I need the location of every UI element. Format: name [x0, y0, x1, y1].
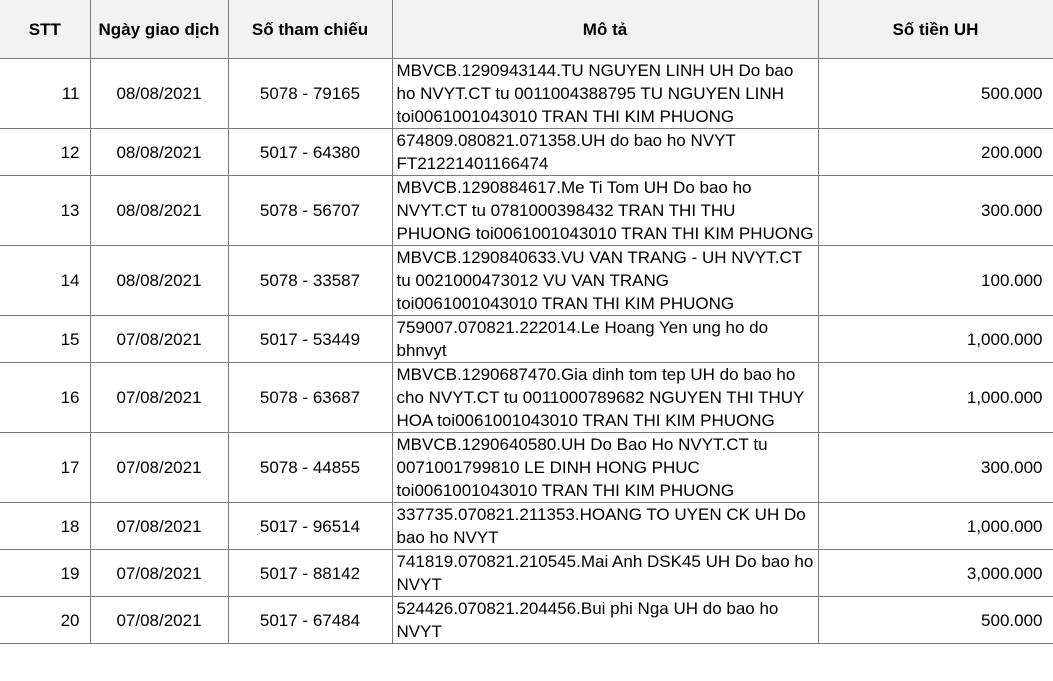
cell-desc: 524426.070821.204456.Bui phi Nga UH do bao ho NVYT [392, 597, 818, 644]
cell-stt: 20 [0, 597, 90, 644]
header-stt: STT [0, 0, 90, 59]
table-row [0, 176, 1053, 246]
table-row [0, 597, 1053, 644]
cell-desc: MBVCB.1290943144.TU NGUYEN LINH UH Do bao ho NVYT.CT tu 0011004388795 TU NGUYEN LINH toi0061001043010 TRAN THI KIM PHUONG [392, 59, 818, 129]
cell-amount: 200.000 [818, 129, 1053, 176]
table-row [0, 363, 1053, 433]
cell-ref: 5017 - 88142 [228, 550, 392, 597]
cell-desc: 741819.070821.210545.Mai Anh DSK45 UH Do bao ho NVYT [392, 550, 818, 597]
cell-ref: 5078 - 56707 [228, 176, 392, 246]
table-row [0, 433, 1053, 503]
cell-stt: 15 [0, 316, 90, 363]
cell-amount: 500.000 [818, 597, 1053, 644]
cell-stt: 14 [0, 246, 90, 316]
cell-desc: MBVCB.1290840633.VU VAN TRANG - UH NVYT.CT tu 0021000473012 VU VAN TRANG toi0061001043010 TRAN THI KIM PHUONG [392, 246, 818, 316]
cell-amount: 500.000 [818, 59, 1053, 129]
cell-date: 08/08/2021 [90, 129, 228, 176]
cell-stt: 11 [0, 59, 90, 129]
cell-amount: 100.000 [818, 246, 1053, 316]
cell-stt: 18 [0, 503, 90, 550]
cell-ref: 5017 - 53449 [228, 316, 392, 363]
cell-stt: 16 [0, 363, 90, 433]
cell-amount: 300.000 [818, 433, 1053, 503]
cell-stt: 17 [0, 433, 90, 503]
header-desc: Mô tả [392, 0, 818, 59]
table-row [0, 503, 1053, 550]
cell-ref: 5078 - 44855 [228, 433, 392, 503]
header-date: Ngày giao dịch [90, 0, 228, 59]
cell-amount: 1,000.000 [818, 503, 1053, 550]
cell-ref: 5017 - 96514 [228, 503, 392, 550]
table-row [0, 246, 1053, 316]
cell-ref: 5017 - 64380 [228, 129, 392, 176]
cell-stt: 12 [0, 129, 90, 176]
cell-desc: 337735.070821.211353.HOANG TO UYEN CK UH Do bao ho NVYT [392, 503, 818, 550]
cell-stt: 19 [0, 550, 90, 597]
cell-amount: 3,000.000 [818, 550, 1053, 597]
cell-amount: 1,000.000 [818, 363, 1053, 433]
cell-desc: MBVCB.1290640580.UH Do Bao Ho NVYT.CT tu 0071001799810 LE DINH HONG PHUC toi0061001043010 TRAN THI KIM PHUONG [392, 433, 818, 503]
header-amount: Số tiền UH [818, 0, 1053, 59]
table-row [0, 59, 1053, 129]
cell-amount: 1,000.000 [818, 316, 1053, 363]
cell-date: 08/08/2021 [90, 59, 228, 129]
header-row [0, 0, 1053, 59]
cell-desc: 759007.070821.222014.Le Hoang Yen ung ho do bhnvyt [392, 316, 818, 363]
cell-date: 07/08/2021 [90, 433, 228, 503]
cell-date: 07/08/2021 [90, 316, 228, 363]
cell-date: 08/08/2021 [90, 176, 228, 246]
table-row [0, 129, 1053, 176]
cell-date: 08/08/2021 [90, 246, 228, 316]
table-row [0, 316, 1053, 363]
cell-desc: MBVCB.1290687470.Gia dinh tom tep UH do bao ho cho NVYT.CT tu 0011000789682 NGUYEN THI THUY HOA toi0061001043010 TRAN THI KIM PHUONG [392, 363, 818, 433]
cell-stt: 13 [0, 176, 90, 246]
cell-desc: 674809.080821.071358.UH do bao ho NVYT FT21221401166474 [392, 129, 818, 176]
cell-date: 07/08/2021 [90, 550, 228, 597]
header-ref: Số tham chiếu [228, 0, 392, 59]
cell-amount: 300.000 [818, 176, 1053, 246]
cell-date: 07/08/2021 [90, 503, 228, 550]
cell-ref: 5078 - 63687 [228, 363, 392, 433]
cell-ref: 5078 - 33587 [228, 246, 392, 316]
table-row [0, 550, 1053, 597]
cell-desc: MBVCB.1290884617.Me Ti Tom UH Do bao ho NVYT.CT tu 0781000398432 TRAN THI THU PHUONG toi0061001043010 TRAN THI KIM PHUONG [392, 176, 818, 246]
cell-ref: 5078 - 79165 [228, 59, 392, 129]
cell-date: 07/08/2021 [90, 597, 228, 644]
cell-date: 07/08/2021 [90, 363, 228, 433]
cell-ref: 5017 - 67484 [228, 597, 392, 644]
